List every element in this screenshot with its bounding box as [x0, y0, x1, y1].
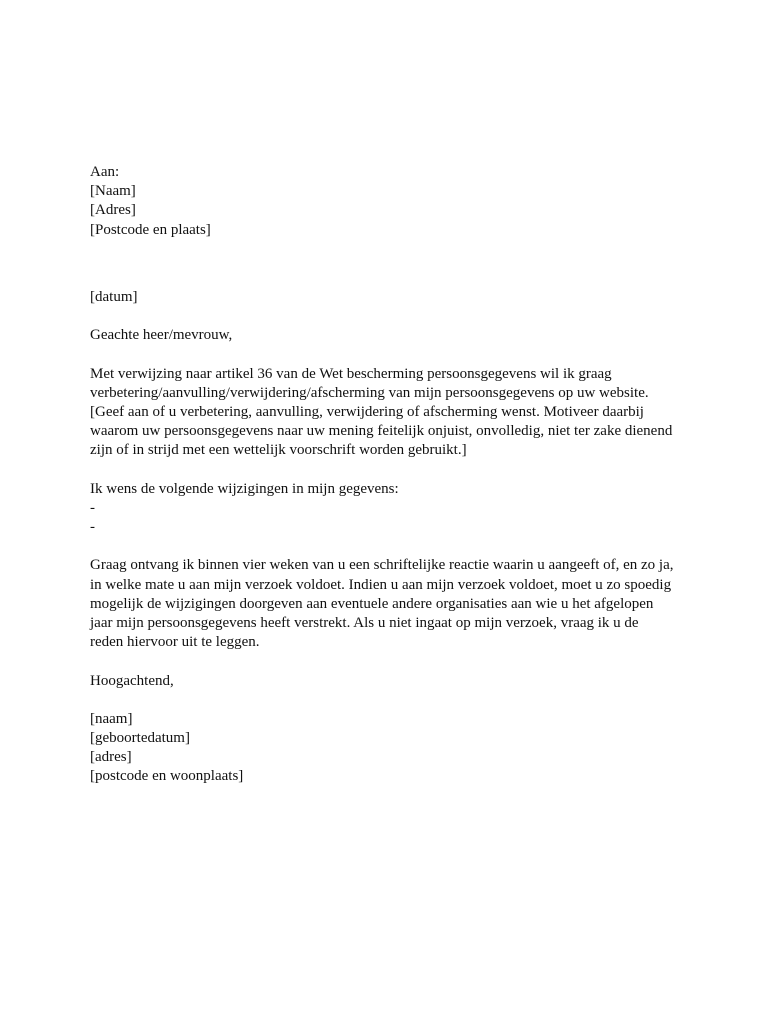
paragraph-line: [Geef aan of u verbetering, aanvulling, verwijdering of afscherming wenst. Motiveer daarbij [90, 403, 644, 420]
sender-block [90, 710, 710, 787]
sender-birthdate: [geboortedatum] [90, 730, 190, 747]
salutation: Geachte heer/mevrouw, [90, 327, 233, 344]
paragraph-line: jaar mijn persoonsgegevens heeft verstrekt. Als u niet ingaat op mijn verzoek, vraag ik u de [90, 614, 639, 631]
paragraph-line: mogelijk de wijzigingen doorgeven aan eventuele andere organisaties aan wie u het afgelopen [90, 595, 654, 612]
paragraph-line: Met verwijzing naar artikel 36 van de Wet bescherming persoonsgegevens wil ik graag [90, 365, 612, 382]
paragraph-line: waarom uw persoonsgegevens naar uw mening feitelijk onjuist, onvolledig, niet ter zake dienend [90, 423, 673, 440]
paragraph-request [90, 365, 710, 461]
paragraph-line: reden hiervoor uit te leggen. [90, 634, 260, 651]
sender-name: [naam] [90, 710, 133, 727]
changes-block [90, 480, 710, 538]
paragraph-response [90, 556, 710, 652]
spacer [90, 240, 710, 288]
letter-body [90, 163, 710, 787]
recipient-name: [Naam] [90, 183, 136, 200]
recipient-postcode-city: [Postcode en plaats] [90, 221, 211, 238]
paragraph-line: in welke mate u aan mijn verzoek voldoet. Indien u aan mijn verzoek voldoet, moet u zo spoedig [90, 576, 672, 593]
changes-intro: Ik wens de volgende wijzigingen in mijn gegevens: [90, 480, 399, 497]
spacer [90, 345, 710, 364]
sender-postcode-city: [postcode en woonplaats] [90, 768, 244, 785]
sender-address: [adres] [90, 749, 132, 766]
change-item: - [90, 499, 95, 516]
paragraph-line: zijn of in strijd met een wettelijk voorschrift worden gebruikt.] [90, 442, 467, 459]
spacer [90, 460, 710, 479]
recipient-block [90, 163, 710, 240]
spacer [90, 652, 710, 671]
closing: Hoogachtend, [90, 672, 174, 689]
letter-date: [datum] [90, 288, 138, 305]
recipient-address: [Adres] [90, 202, 136, 219]
spacer [90, 537, 710, 556]
paragraph-line: Graag ontvang ik binnen vier weken van u een schriftelijke reactie waarin u aangeeft of, en zo ja, [90, 557, 674, 574]
change-item: - [90, 519, 95, 535]
spacer [90, 307, 710, 326]
paragraph-line: verbetering/aanvulling/verwijdering/afscherming van mijn persoonsgegevens op uw website. [90, 384, 649, 401]
recipient-label: Aan: [90, 164, 120, 180]
spacer [90, 691, 710, 710]
